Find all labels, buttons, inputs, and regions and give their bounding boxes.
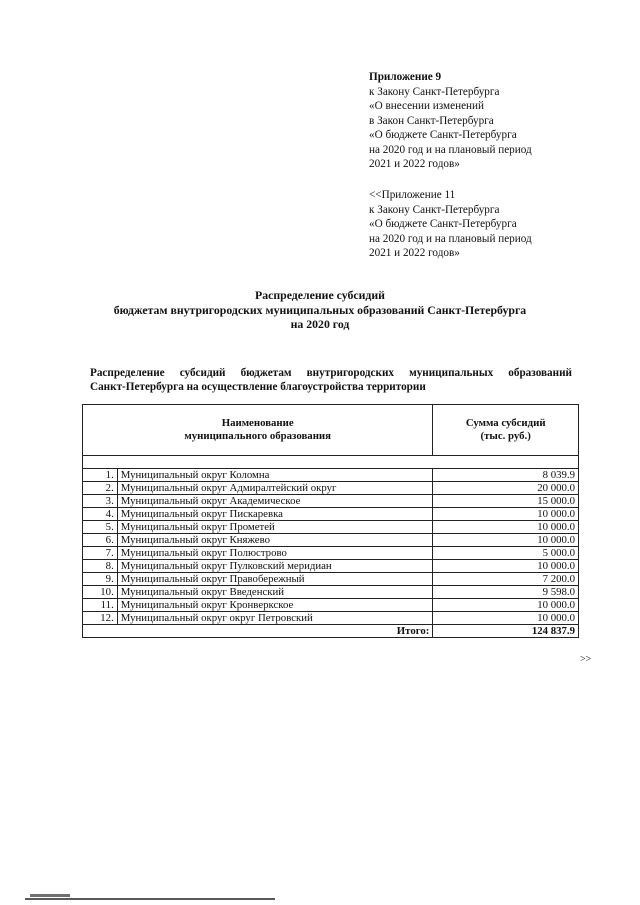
table-row: [83, 508, 579, 521]
scan-artifact: [25, 898, 275, 900]
row-number: 12.: [83, 612, 118, 625]
table-header-row: [83, 405, 579, 456]
row-number: 8.: [83, 560, 118, 573]
table-row: [83, 469, 579, 482]
row-number: 5.: [83, 521, 118, 534]
annex-11-heading: [369, 188, 609, 261]
annex-11-line: «О бюджете Санкт-Петербурга: [369, 218, 517, 230]
row-municipality-name: Муниципальный округ Правобережный: [117, 573, 433, 586]
annex-11-line: к Закону Санкт-Петербурга: [369, 203, 500, 216]
table-row: [83, 586, 579, 599]
header-municipality: [83, 405, 433, 456]
row-number: 10.: [83, 586, 118, 599]
row-subsidy-sum: 10 000.0: [433, 612, 579, 625]
table-row: [83, 482, 579, 495]
header-sum: [433, 405, 579, 456]
row-subsidy-sum: 8 039.9: [433, 469, 579, 482]
header-name-line: Наименование: [221, 417, 294, 429]
row-municipality-name: Муниципальный округ Академическое: [117, 495, 433, 508]
row-municipality-name: Муниципальный округ Княжево: [117, 534, 433, 547]
section-title-line: Распределение субсидий бюджетам внутригородских муниципальных образований: [90, 367, 572, 379]
row-number: 9.: [83, 573, 118, 586]
annex-9-line: 2021 и 2022 годов»: [369, 158, 460, 170]
total-value: 124 837.9: [433, 625, 579, 638]
annex-9-line: «О бюджете Санкт-Петербурга: [369, 129, 517, 141]
row-number: 4.: [83, 508, 118, 521]
annex-9-title: Приложение 9: [369, 71, 442, 83]
row-subsidy-sum: 5 000.0: [433, 547, 579, 560]
row-municipality-name: Муниципальный округ Коломна: [117, 469, 433, 482]
row-subsidy-sum: 10 000.0: [433, 560, 579, 573]
header-sum-line: Сумма субсидий: [465, 417, 546, 429]
row-municipality-name: Муниципальный округ Введенский: [117, 586, 433, 599]
row-number: 2.: [83, 482, 118, 495]
annex-9-line: на 2020 год и на плановый период: [369, 143, 532, 156]
row-subsidy-sum: 20 000.0: [433, 482, 579, 495]
section-title: [90, 366, 572, 394]
row-municipality-name: Муниципальный округ Полюстрово: [117, 547, 433, 560]
row-municipality-name: Муниципальный округ Кронверкское: [117, 599, 433, 612]
row-subsidy-sum: 7 200.0: [433, 573, 579, 586]
table-row: [83, 573, 579, 586]
document-title-line: на 2020 год: [290, 317, 350, 331]
table-row: [83, 560, 579, 573]
table-row: [83, 521, 579, 534]
row-municipality-name: Муниципальный округ Прометей: [117, 521, 433, 534]
annex-9-heading: [369, 70, 609, 172]
table-row: [83, 612, 579, 625]
row-number: 1.: [83, 469, 118, 482]
row-number: 3.: [83, 495, 118, 508]
document-title-line: бюджетам внутригородских муниципальных образований Санкт-Петербурга: [113, 302, 527, 317]
row-number: 11.: [83, 599, 118, 612]
table-row: [83, 534, 579, 547]
header-name-line: муниципального образования: [184, 430, 331, 442]
annex-11-line: на 2020 год и на плановый период: [369, 232, 532, 245]
row-number: 7.: [83, 547, 118, 560]
table-gap: [83, 456, 579, 469]
table-row: [83, 495, 579, 508]
row-number: 6.: [83, 534, 118, 547]
row-subsidy-sum: 10 000.0: [433, 521, 579, 534]
row-subsidy-sum: 10 000.0: [433, 599, 579, 612]
annex-11-line: 2021 и 2022 годов»: [369, 247, 460, 259]
total-row: [83, 625, 579, 638]
document-title-line: Распределение субсидий: [255, 288, 385, 302]
scan-artifact: [30, 894, 70, 897]
row-subsidy-sum: 9 598.0: [433, 586, 579, 599]
row-municipality-name: Муниципальный округ Пулковский меридиан: [117, 560, 433, 573]
table-row: [83, 547, 579, 560]
continuation-mark: >>: [580, 654, 592, 665]
annex-9-line: «О внесении изменений: [369, 100, 485, 112]
total-label: Итого:: [83, 625, 433, 638]
row-municipality-name: Муниципальный округ Адмиралтейский округ: [117, 482, 433, 495]
row-municipality-name: Муниципальный округ Пискаревка: [117, 508, 433, 521]
annex-9-line: к Закону Санкт-Петербурга: [369, 85, 500, 98]
row-subsidy-sum: 10 000.0: [433, 508, 579, 521]
section-title-line: Санкт-Петербурга на осуществление благоустройства территории: [90, 381, 426, 393]
document-title: [40, 288, 600, 332]
row-subsidy-sum: 10 000.0: [433, 534, 579, 547]
row-municipality-name: Муниципальный округ округ Петровский: [117, 612, 433, 625]
table-row: [83, 599, 579, 612]
annex-11-title: <<Приложение 11: [369, 189, 456, 201]
subsidies-table: [82, 404, 579, 638]
row-subsidy-sum: 15 000.0: [433, 495, 579, 508]
annex-9-line: в Закон Санкт-Петербурга: [369, 114, 494, 127]
header-sum-line: (тыс. руб.): [480, 430, 531, 442]
